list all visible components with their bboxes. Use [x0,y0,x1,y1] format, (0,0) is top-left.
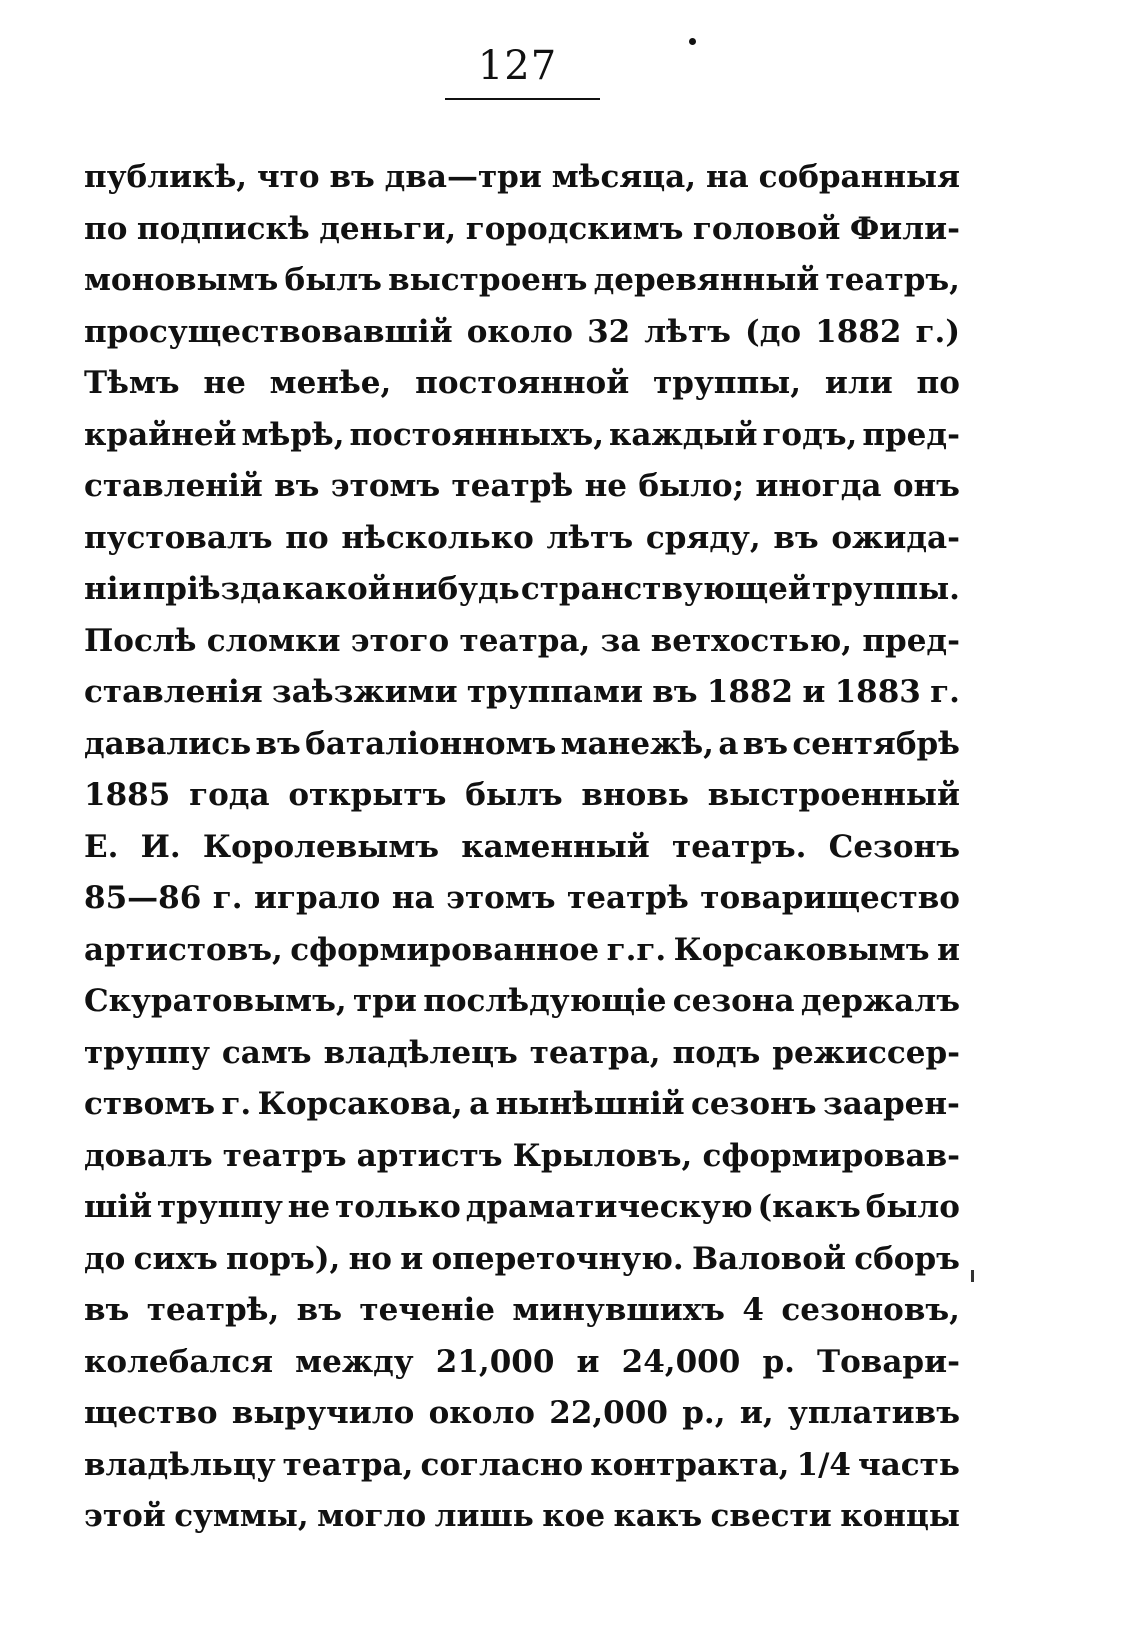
text-line: довалъ театръ артистъ Крыловъ, сформировав- [84,1137,960,1174]
header-rule [445,98,600,100]
text-line: 1885 года открытъ былъ вновь выстроенный [84,777,960,813]
page-number: 127 [477,43,558,89]
text-line: колебался между 21,000 и 24,000 р. Товари- [84,1343,960,1380]
margin-mark [971,1270,974,1282]
text-line: по подпискѣ деньги, городскимъ головой Фили- [84,210,960,247]
text-line: давались въ баталіонномъ манежѣ, а въ сентябрѣ [84,725,960,762]
text-line: моновымъ былъ выстроенъ деревянный театръ, [84,262,960,298]
body-text [84,152,960,1543]
text-line: ніи пріѣзда какой нибудь странствующей труппы. [84,571,960,607]
text-line: пустовалъ по нѣсколько лѣтъ сряду, въ ожида- [84,519,960,556]
text-line: Е. И. Королевымъ каменный театръ. Сезонъ [84,828,960,865]
text-line: 85—86 г. играло на этомъ театрѣ товарищество [84,880,960,916]
text-line: просуществовавшій около 32 лѣтъ (до 1882 г.) [84,313,960,350]
text-line: Скуратовымъ, три послѣдующіе сезона держалъ [84,983,960,1019]
text-line: Тѣмъ не менѣе, постоянной труппы, или по [84,365,960,401]
text-line: щество выручило около 22,000 р., и, уплативъ [84,1395,960,1431]
text-line: труппу самъ владѣлецъ театра, подъ режиссер- [84,1034,960,1071]
text-line: до сихъ поръ), но и опереточную. Валовой сборъ [84,1240,960,1277]
text-line: шій труппу не только драматическую (какъ было [84,1189,960,1225]
ink-speck [689,38,696,45]
text-line: публикѣ, что въ два—три мѣсяца, на собранныя [84,159,960,195]
text-line: ствомъ г. Корсакова, а нынѣшній сезонъ заарен- [84,1086,960,1122]
text-line: этой суммы, могло лишь кое какъ свести концы [84,1498,960,1534]
text-line: владѣльцу театра, согласно контракта, 1/4 часть [84,1446,960,1483]
text-line: въ театрѣ, въ теченіе минувшихъ 4 сезоновъ, [84,1292,960,1328]
text-line: ставленій въ этомъ театрѣ не было; иногда онъ [84,468,960,504]
text-line: артистовъ, сформированное г.г. Корсаковымъ и [84,931,960,968]
text-line: крайней мѣрѣ, постоянныхъ, каждый годъ, пред- [84,416,960,453]
text-line: Послѣ сломки этого театра, за ветхостью, пред- [84,622,960,659]
text-line: ставленія заѣзжими труппами въ 1882 и 1883 г. [84,674,960,710]
